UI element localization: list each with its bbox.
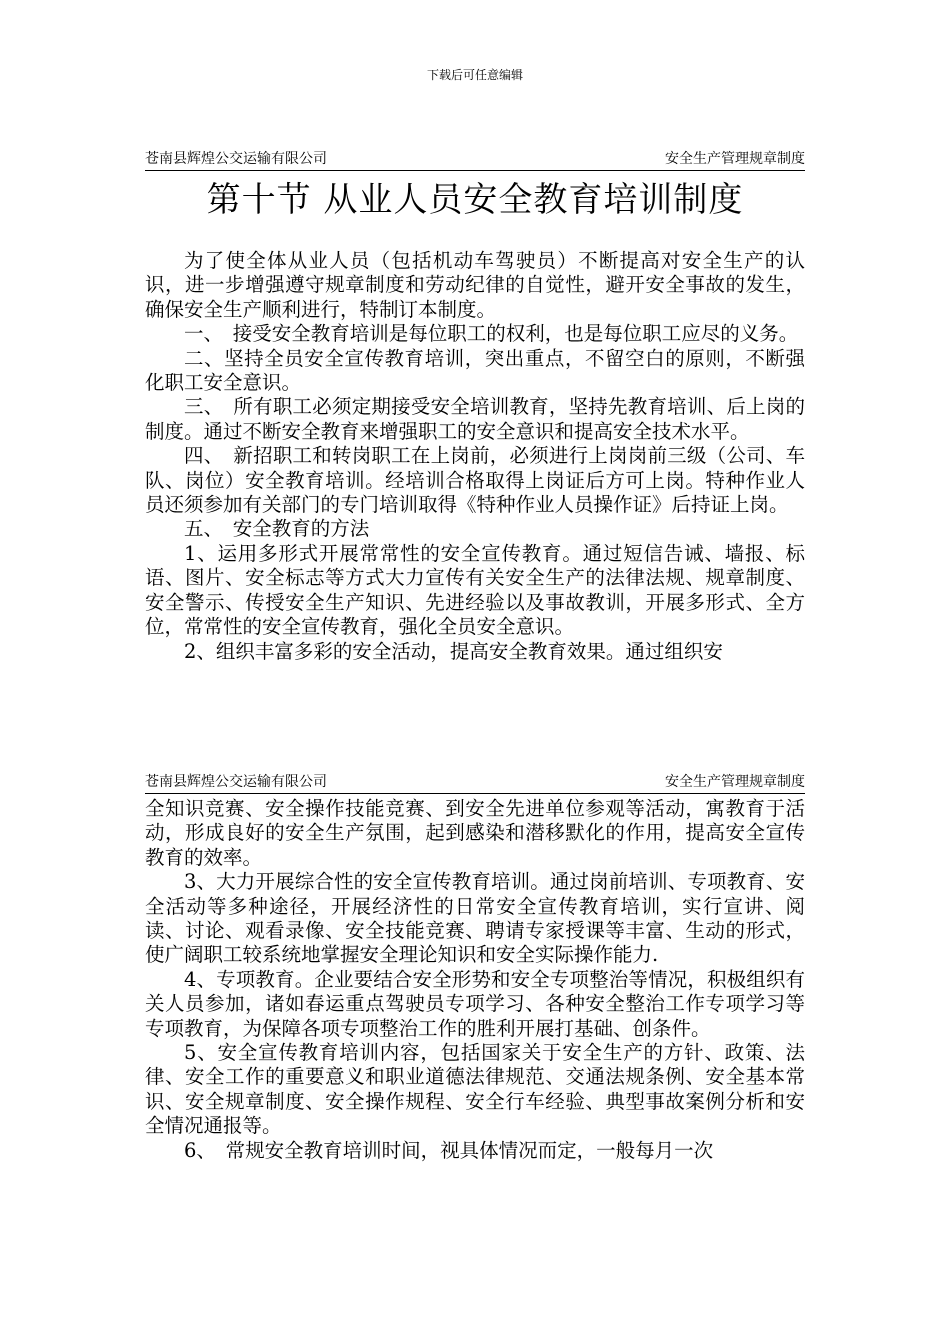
- paragraph: 1、运用多形式开展常常性的安全宣传教育。通过短信告诫、墙报、标语、图片、安全标志等方式大力宣传有关安全生产的法律法规、规章制度、安全警示、传授安全生产知识、先进经验以及事故教训，开展多形式、全方位，常常性的安全宣传教育，强化全员安全意识。: [145, 541, 805, 639]
- body-text-page2: [145, 797, 805, 1163]
- page-title: 第十节 从业人员安全教育培训制度: [206, 180, 744, 220]
- header-doc-name: 安全生产管理规章制度: [665, 151, 805, 167]
- page-header: [145, 148, 805, 171]
- header-company: 苍南县辉煌公交运输有限公司: [145, 774, 327, 790]
- header-doc-name: 安全生产管理规章制度: [665, 774, 805, 790]
- paragraph: 5、安全宣传教育培训内容，包括国家关于安全生产的方针、政策、法律、安全工作的重要意义和职业道德法律规范、交通法规条例、安全基本常识、安全规章制度、安全操作规程、安全行车经验、典型事故案例分析和安全情况通报等。: [145, 1041, 805, 1138]
- paragraph: 6、 常规安全教育培训时间，视具体情况而定，一般每月一次: [184, 1138, 714, 1162]
- header-company: 苍南县辉煌公交运输有限公司: [145, 151, 327, 167]
- paragraph: 五、 安全教育的方法: [184, 517, 370, 541]
- paragraph: 二、坚持全员安全宣传教育培训，突出重点，不留空白的原则，不断强化职工安全意识。: [145, 346, 805, 395]
- paragraph: 全知识竞赛、安全操作技能竞赛、到安全先进单位参观等活动，寓教育于活动，形成良好的安全生产氛围，起到感染和潜移默化的作用，提高安全宣传教育的效率。: [145, 797, 805, 869]
- paragraph: 四、 新招职工和转岗职工在上岗前，必须进行上岗岗前三级（公司、车队、岗位）安全教育培训。经培训合格取得上岗证后方可上岗。特种作业人员还须参加有关部门的专门培训取得《特种作业人员操作证》后持证上岗。: [145, 444, 805, 517]
- paragraph: 一、 接受安全教育培训是每位职工的权利，也是每位职工应尽的义务。: [184, 322, 799, 346]
- paragraph: 2、组织丰富多彩的安全活动，提高安全教育效果。通过组织安: [184, 639, 723, 663]
- top-note: 下载后可任意编辑: [426, 68, 523, 82]
- body-text-page1: [145, 249, 805, 664]
- paragraph: 为了使全体从业人员（包括机动车驾驶员）不断提高对安全生产的认识，进一步增强遵守规章制度和劳动纪律的自觉性，避开安全事故的发生，确保安全生产顺利进行，特制订本制度。: [145, 249, 805, 321]
- paragraph: 4、专项教育。企业要结合安全形势和安全专项整治等情况，积极组织有关人员参加，诸如春运重点驾驶员专项学习、各种安全整治工作专项学习等专项教育，为保障各项专项整治工作的胜利开展打基础、创条件。: [145, 967, 805, 1040]
- paragraph: 3、大力开展综合性的安全宣传教育培训。通过岗前培训、专项教育、安全活动等多种途径，开展经济性的日常安全宣传教育培训，实行宣讲、阅读、讨论、观看录像、安全技能竞赛、聘请专家授课等丰富、生动的形式，使广阔职工较系统地掌握安全理论知识和安全实际操作能力.: [145, 870, 805, 967]
- page-header: [145, 771, 805, 794]
- paragraph: 三、 所有职工必须定期接受安全培训教育，坚持先教育培训、后上岗的制度。通过不断安全教育来增强职工的安全意识和提高安全技术水平。: [145, 395, 805, 443]
